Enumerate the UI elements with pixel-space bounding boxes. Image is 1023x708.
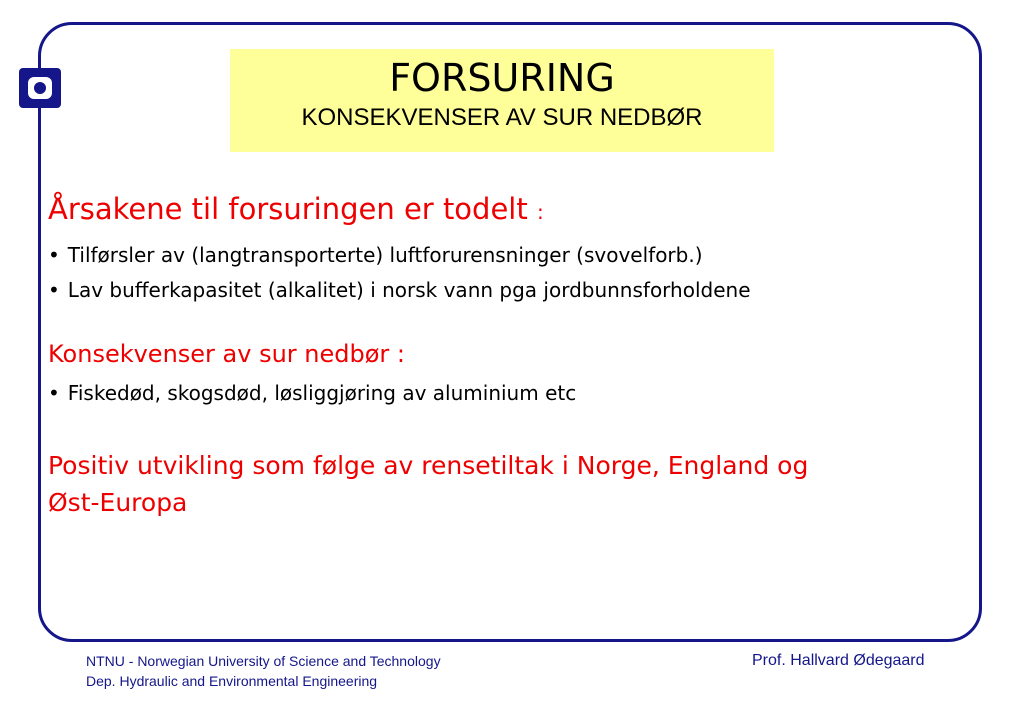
footer-author: Prof. Hallvard Ødegaard [752,652,925,669]
footer-department: Dep. Hydraulic and Environmental Engineering [86,673,378,689]
section2-heading: Konsekvenser av sur nedbør : [48,340,406,368]
section1-heading-colon: : [536,200,544,224]
section3-line-2: Øst-Europa [48,488,188,517]
bullet-dot: • [48,243,60,267]
slide-title: FORSURING [389,56,615,100]
bullet-text: Fiskedød, skogsdød, løsliggjøring av aluminium etc [67,381,577,405]
footer-institution [86,651,441,691]
section2-bullet-1 [48,381,576,405]
logo-inner-shape [28,77,52,99]
bullet-text: Tilførsler av (langtransporterte) luftforurensninger (svovelforb.) [67,243,703,267]
logo-dot [34,82,46,94]
bullet-text: Lav bufferkapasitet (alkalitet) i norsk vann pga jordbunnsforholdene [67,278,751,302]
section3-line-1: Positiv utvikling som følge av rensetiltak i Norge, England og [48,451,809,480]
title-box [230,49,774,152]
ntnu-logo-icon [19,68,61,108]
section1-bullet-2 [48,278,751,302]
section1-heading-text: Årsakene til forsuringen er todelt [48,192,528,226]
bullet-dot: • [48,278,60,302]
section3-text [48,447,808,521]
section1-heading [48,192,544,226]
bullet-dot: • [48,381,60,405]
slide-subtitle: KONSEKVENSER AV SUR NEDBØR [301,104,703,131]
section1-bullet-1 [48,243,703,267]
footer-university: NTNU - Norwegian University of Science and Technology [86,653,441,669]
